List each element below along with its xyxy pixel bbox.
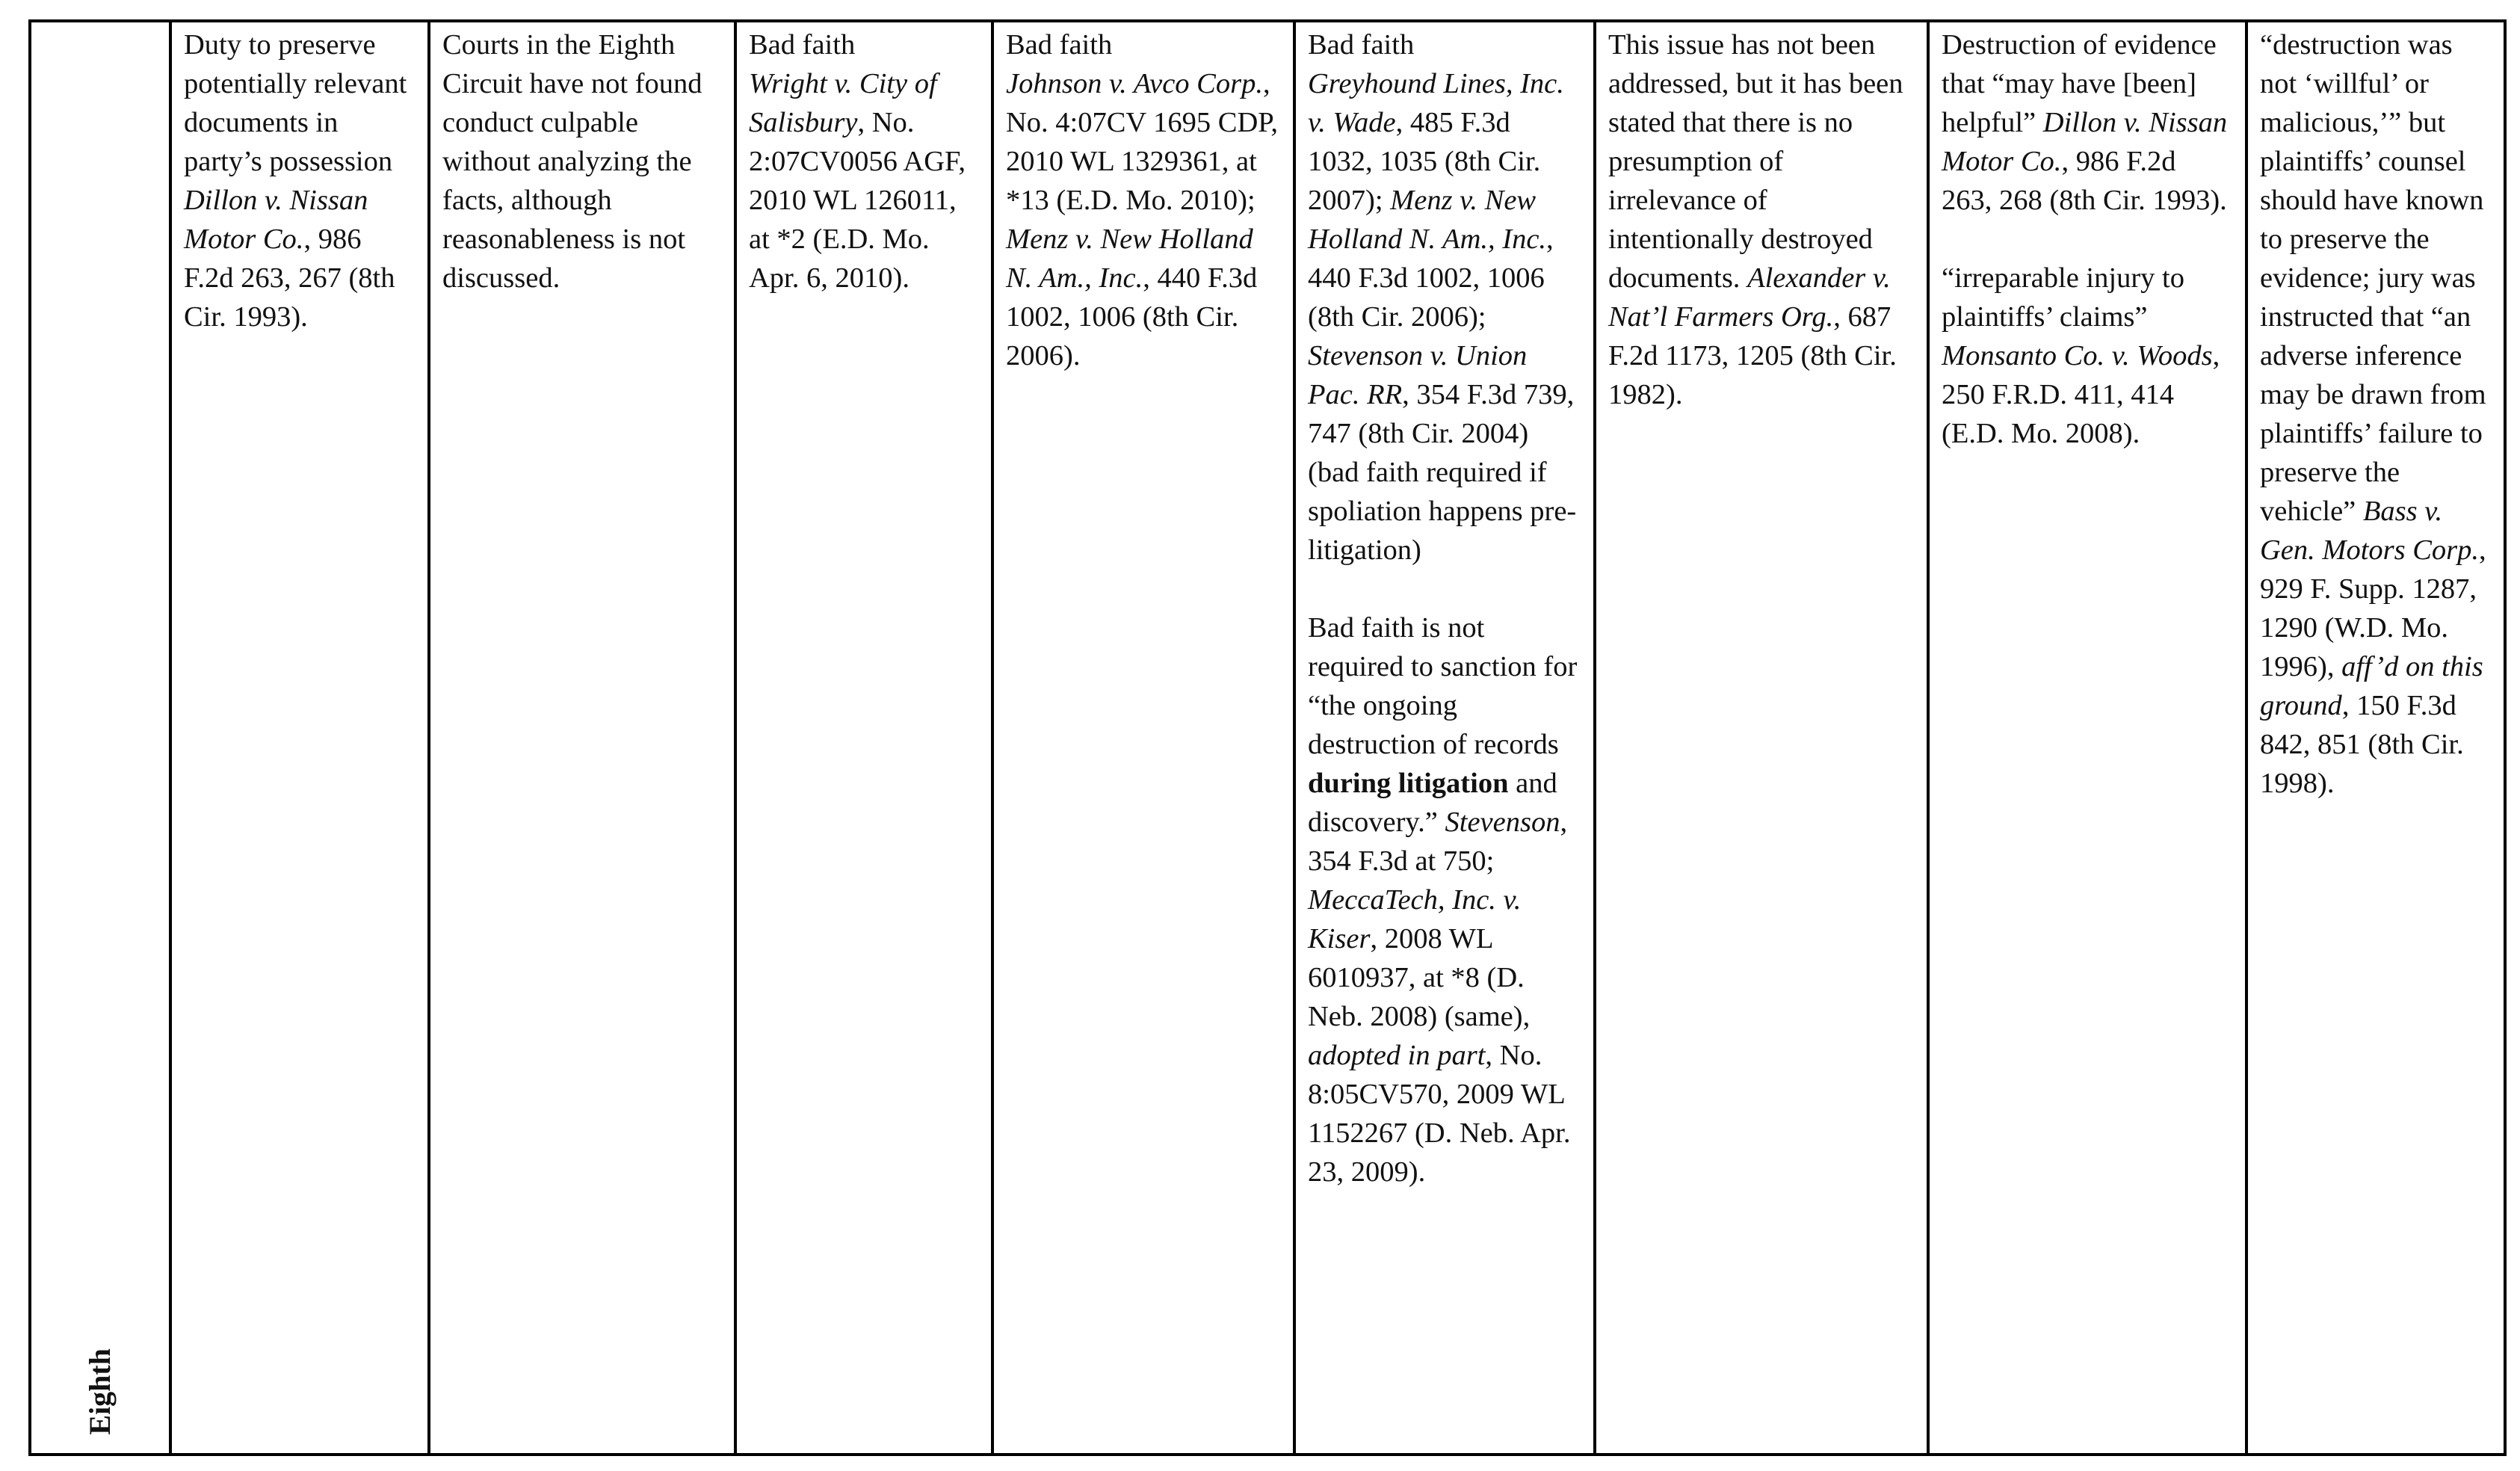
duty-cell [170, 21, 429, 1455]
adverse-inference-cell [992, 21, 1294, 1455]
dismissal-cell [735, 21, 992, 1455]
table-row [30, 21, 2505, 1455]
sanctions-case3-cite: , 354 F.3d 739, 747 (8th Cir. 2004) (bad faith required if spoliation happens pre-litigation) [1308, 379, 1577, 566]
circuit-cell [30, 21, 170, 1455]
paragraph-gap [1942, 220, 2233, 259]
circuit-label: Eighth [83, 1348, 117, 1435]
sanctions-adopted: adopted in part [1308, 1040, 1486, 1071]
sanctions-case2-name: Menz v. New Holland N. Am., Inc. [1308, 185, 1547, 255]
presumption-cell [1595, 21, 1928, 1455]
examples-case-name: Bass v. Gen. Motors Corp. [2260, 496, 2480, 566]
sanctions-case5-cite: , 2008 WL 6010937, at *8 (D. Neb. 2008) (same), [1308, 923, 1531, 1032]
sanctions-case4-name: Stevenson [1445, 807, 1560, 838]
paragraph-gap [1308, 570, 1581, 608]
sanctions-p2-text2: and discovery.” [1308, 768, 1557, 838]
sanctions-case5-name: MeccaTech, Inc. v. Kiser [1308, 884, 1522, 955]
sanctions-case3-name: Stevenson v. Union Pac. RR [1308, 340, 1528, 410]
examples-cite: , 929 F. Supp. 1287, 1290 (W.D. Mo. 1996), [2260, 534, 2486, 682]
sanctions-p2-text: Bad faith is not required to sanction for “the ongoing destruction of records [1308, 612, 1578, 760]
adverse-inference-heading: Bad faith [1006, 29, 1113, 61]
presumption-cite: , 687 F.2d 1173, 1205 (8th Cir. 1982). [1608, 301, 1897, 410]
culpability-cell [429, 21, 735, 1455]
examples-affd: aff’d on this ground [2260, 651, 2483, 721]
duty-text: Duty to preserve potentially relevant documents in party’s possession [184, 29, 407, 177]
adverse-case1-name: Johnson v. Avco Corp. [1006, 68, 1263, 99]
sanctions-case4-cite: , 354 F.3d at 750; [1308, 807, 1568, 877]
spoliation-table [28, 19, 2507, 1456]
sanctions-case1-name: Greyhound Lines, Inc. v. Wade [1308, 68, 1564, 138]
sanctions-p2-bold: during litigation [1308, 768, 1509, 799]
prejudice-case2-cite: , 250 F.R.D. 411, 414 (E.D. Mo. 2008). [1942, 340, 2220, 449]
dismissal-case-name: Wright v. City of Salisbury [749, 68, 937, 138]
presumption-case-name: Alexander v. Nat’l Farmers Org. [1608, 262, 1891, 333]
dismissal-cite: , No. 2:07CV0056 AGF, 2010 WL 126011, at *2 (E.D. Mo. Apr. 6, 2010). [749, 107, 966, 294]
other-sanctions-cell [1294, 21, 1595, 1455]
duty-case-name: Dillon v. Nissan Motor Co. [184, 185, 368, 255]
examples-affd-cite: , 150 F.3d 842, 851 (8th Cir. 1998). [2260, 690, 2464, 799]
prejudice-cell [1928, 21, 2246, 1455]
adverse-case2-cite: , 440 F.3d 1002, 1006 (8th Cir. 2006). [1006, 262, 1258, 371]
prejudice-p1-text: Destruction of evidence that “may have [been] helpful” [1942, 29, 2217, 138]
sanctions-case2-cite: , 440 F.3d 1002, 1006 (8th Cir. 2006); [1308, 223, 1554, 333]
dismissal-heading: Bad faith [749, 29, 856, 61]
prejudice-case1-name: Dillon v. Nissan Motor Co. [1942, 107, 2228, 177]
adverse-case2-name: Menz v. New Holland N. Am., Inc. [1006, 223, 1253, 294]
sanctions-case1-cite: , 485 F.3d 1032, 1035 (8th Cir. 2007); [1308, 107, 1541, 216]
examples-cell [2246, 21, 2505, 1455]
culpability-text: Courts in the Eighth Circuit have not found conduct culpable without analyzing the facts, although reasonableness is not discussed. [442, 29, 702, 294]
adverse-case1-cite: , No. 4:07CV 1695 CDP, 2010 WL 1329361, at *13 (E.D. Mo. 2010); [1006, 68, 1279, 216]
prejudice-case2-name: Monsanto Co. v. Woods [1942, 340, 2213, 371]
prejudice-case1-cite: , 986 F.2d 263, 268 (8th Cir. 1993). [1942, 146, 2227, 216]
presumption-text: This issue has not been addressed, but it has been stated that there is no presumption of irrelevance of intentionally destroyed documents. [1608, 29, 1903, 294]
other-sanctions-heading: Bad faith [1308, 29, 1415, 61]
duty-cite: , 986 F.2d 263, 267 (8th Cir. 1993). [184, 223, 395, 333]
examples-text: “destruction was not ‘willful’ or malicious,’” but plaintiffs’ counsel should have known to preserve the evidence; jury was instructed that “an adverse inference may be drawn from plaintiffs’ failure to preserve the vehicle” [2260, 29, 2486, 527]
prejudice-p2-text: “irreparable injury to plaintiffs’ claims” [1942, 262, 2184, 333]
sanctions-adopted-cite: , No. 8:05CV570, 2009 WL 1152267 (D. Neb. Apr. 23, 2009). [1308, 1040, 1571, 1188]
